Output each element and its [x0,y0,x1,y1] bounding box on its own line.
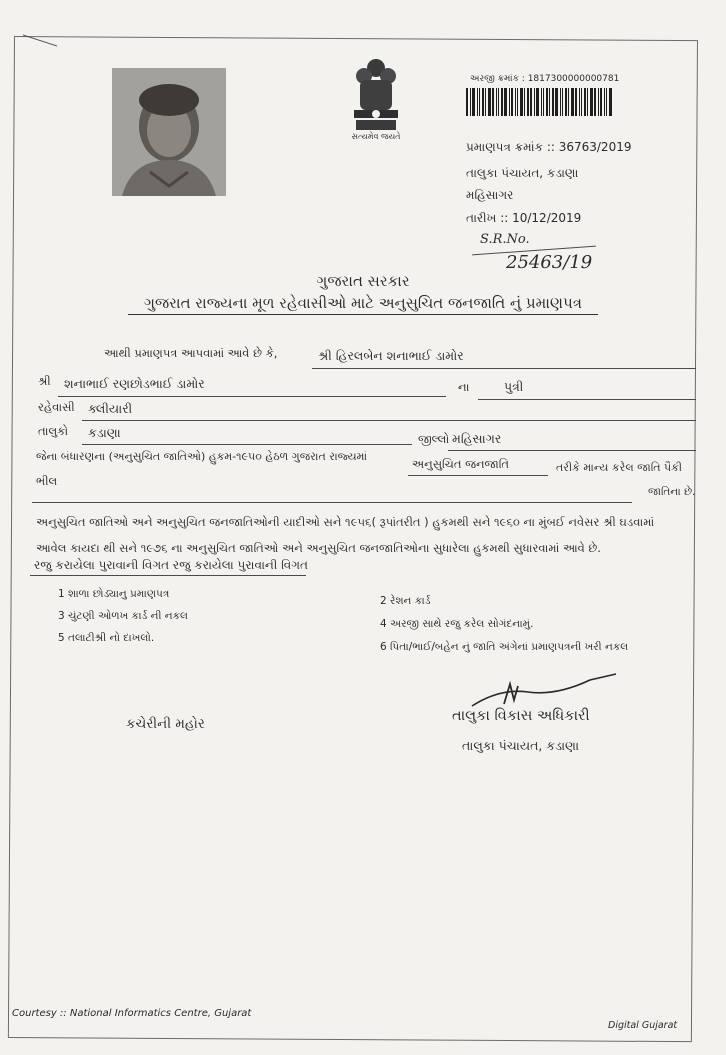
village: ક્લીયારી [88,401,133,416]
government-title: ગુજરાત સરકાર [316,272,410,290]
office-seal-label: કચેરીની મહોર [126,716,205,732]
barcode [466,88,620,116]
documents-heading: રજુ કરાયેલા પુરાવાની વિગત રજુ કરાયેલા પુરાવાની વિગત [34,558,308,572]
document-item-5: 5 તલાટીશ્રી નો દાખલો. [58,632,155,644]
officer-title: તાલુકા વિકાસ અધિકારી [452,708,590,724]
resident-label: રહેવાસી [38,400,75,414]
applicant-photo [112,68,226,196]
certificate-title: ગુજરાત રાજ્યના મૂળ રહેવાસીઓ માટે અનુસુચિત જનજાતિ નું પ્રમાણપત્ર [128,294,598,315]
legal-paragraph-line-1: અનુસુચિત જાતિઓ અને અનુસુચિત જનજાતિઓની યાદીઓ સને ૧૯૫૬( રૂપાંતરીત ) હુકમથી સને ૧૯૬૦ ના મુંબઈ નવેસર શ્રી ઘડવામાં [36,515,655,529]
issuing-office: તાલુકા પંચાયત, કડાણા [466,166,579,180]
documents-heading-underline [30,575,306,576]
district-label: જીલ્લો [418,432,450,446]
relation-underline [478,399,696,400]
issuing-district: મહિસાગર [466,188,514,202]
document-item-1: 1 શાળા છોડ્યાનુ પ્રમાણપત્ર [58,588,170,600]
na-label: ના [458,380,470,394]
recognized-text: તરીકે માન્ય કરેલ જાતિ પૈકી [556,461,683,474]
footer-courtesy: Courtesy :: National Informatics Centre, Gujarat [12,1008,252,1019]
taluka-underline [82,444,412,445]
taluka: કડાણા [88,425,121,440]
relation: પુત્રી [504,379,524,394]
issue-date: તારીખ :: 10/12/2019 [466,211,582,225]
officer-office: તાલુકા પંચાયત, કડાણા [462,738,580,753]
emblem-caption: સત્યમેવ જયતે [351,132,401,141]
district: મહિસાગર [452,431,502,446]
certificate-number: પ્રમાણપત્ર ક્રમાંક :: 36763/2019 [466,140,632,154]
handwritten-sr-label: S.R.No. [480,232,530,247]
caste: ભીલ [36,474,58,488]
handwritten-sr-number: 25463/19 [506,252,593,273]
order-text: જેના બંધારણના (અનુસુચિત જાતિઓ) હુકમ-૧૯૫૦ હેઠળ ગુજરાત રાજ્યમાં [36,450,368,463]
village-underline [82,420,696,421]
shri-label: શ્રી [38,374,51,388]
father-underline [58,396,446,397]
category-underline [408,475,548,476]
caste-underline [32,502,632,503]
intro-text: આથી પ્રમાણપત્ર આપવામાં આવે છે કે, [104,346,278,360]
legal-paragraph [36,512,696,558]
district-underline [448,450,696,451]
father-name: શનાભાઈ રણછોડભાઈ ડામોર [64,376,205,391]
footer-brand: Digital Gujarat [608,1020,678,1031]
document-item-4: 4 અરજી સાથે રજુ કરેલ સોગંદનામું. [380,618,534,630]
document-item-6: 6 પિતા/ભાઈ/બહેન નું જાતિ અંગેનાં પ્રમાણપત્રની ખરી નકલ [380,641,629,653]
category: અનુસુચિત જનજાતિ [412,457,509,471]
holder-name: શ્રી હિરલબેન શનાભાઈ ડામોર [318,348,464,363]
name-underline [312,368,696,369]
document-item-2: 2 રેશન કાર્ડ [380,595,431,607]
document-item-3: 3 ચુંટણી ઓળખ કાર્ડ ની નકલ [58,610,188,622]
application-number: અરજી ક્રમાંક : 1817300000000781 [470,74,620,84]
caste-suffix: જાતિના છે. [648,486,696,498]
taluka-label: તાલુકો [38,424,69,438]
legal-paragraph-line-2: આવેલ કાયદા થી સને ૧૯૭૬ ના અનુસુચિત જાતિઓ અને અનુસુચિત જનજાતિઓના સુધારેલા હુકમથી સુધારવામાં આવે છે. [36,541,601,555]
